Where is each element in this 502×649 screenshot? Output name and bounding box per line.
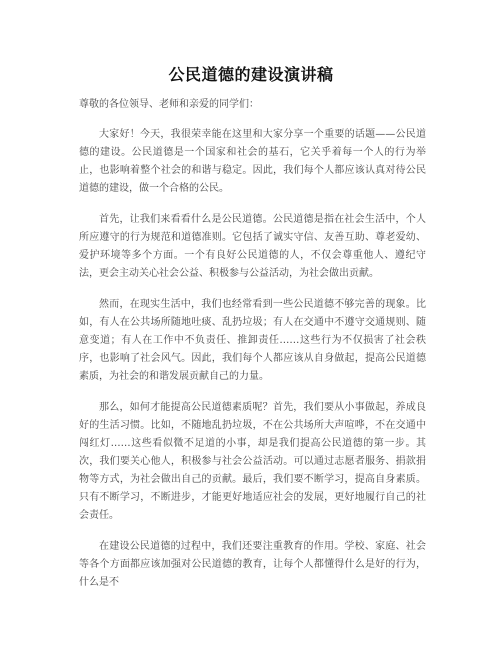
paragraph-3: 然而，在现实生活中，我们也经常看到一些公民道德不够完善的现象。比如，有人在公共场所随地吐痰、乱扔垃圾；有人在交通中不遵守交通规则、随意变道；有人在工作中不负责任、推卸责任……这些行为不仅损害了社会秩序，也影响了社会风气。因此，我们每个人都应该从自身做起，提高公民道德素质，为社会的和谐发展贡献自己的力量。: [79, 299, 426, 382]
paragraph-1: 大家好！今天，我很荣幸能在这里和大家分享一个重要的话题——公民道德的建设。公民道德是一个国家和社会的基石，它关乎着每一个人的行为举止，也影响着整个社会的和谐与稳定。因此，我们每个人都应该认真对待公民道德的建设，做一个合格的公民。: [79, 129, 426, 194]
greeting: 尊敬的各位领导、老师和亲爱的同学们：: [79, 99, 259, 110]
document-title: 公民道德的建设演讲稿: [168, 65, 334, 84]
document-body: [79, 96, 426, 605]
paragraph-5: 在建设公民道德的过程中，我们还要注重教育的作用。学校、家庭、社会等各个方面都应该加强对公民道德的教育，让每个人都懂得什么是好的行为，什么是不: [79, 541, 426, 588]
paragraph-2: 首先，让我们来看看什么是公民道德。公民道德是指在社会生活中，个人所应遵守的行为规范和道德准则。它包括了诚实守信、友善互助、尊老爱幼、爱护环境等多个方面。一个有良好公民道德的人，不仅会尊重他人、遵纪守法，更会主动关心社会公益、积极参与公益活动，为社会做出贡献。: [79, 214, 426, 279]
paragraph-4: 那么，如何才能提高公民道德素质呢？首先，我们要从小事做起，养成良好的生活习惯。比如，不随地乱扔垃圾，不在公共场所大声喧哗，不在交通中闯红灯……这些看似微不足道的小事，却是我们提高公民道德的第一步。其次，我们要关心他人，积极参与社会公益活动。可以通过志愿者服务、捐款捐物等方式，为社会做出自己的贡献。最后，我们要不断学习，提高自身素质。只有不断学习，不断进步，才能更好地适应社会的发展，更好地履行自己的社会责任。: [79, 402, 426, 521]
